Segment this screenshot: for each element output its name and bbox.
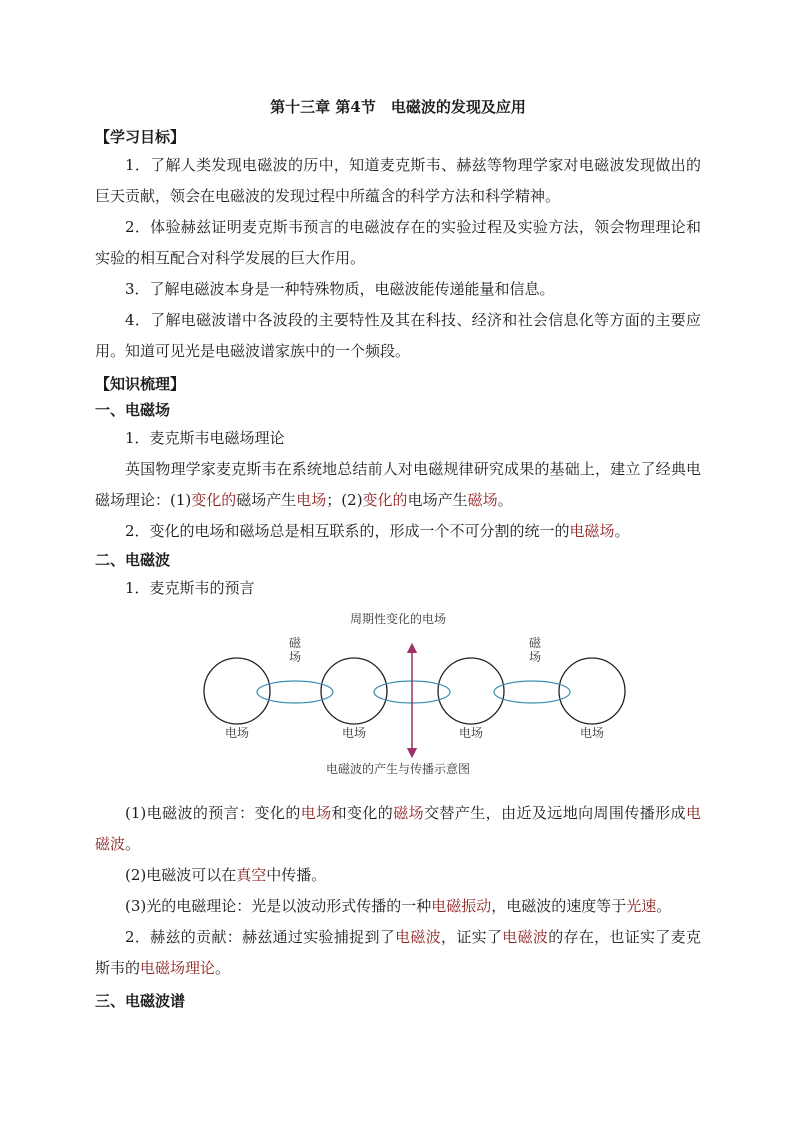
answer-text: 磁场: [393, 804, 425, 822]
electric-label: 电场: [579, 726, 604, 740]
answer-text: 电磁波: [395, 928, 442, 946]
heading-em-field: 一、电磁场: [95, 401, 171, 419]
answer-text: 电磁振动: [431, 897, 492, 915]
heading-goals: 【学习目标】: [95, 128, 186, 146]
answer-text: 电磁波: [502, 928, 549, 946]
answer-text: 变化的: [362, 491, 408, 509]
answer-text: 电场: [300, 804, 332, 822]
wave-item-2: 2．赫兹的贡献：赫兹通过实验捕捉到了电磁波，证实了电磁波的存在，也证实了麦克斯韦的电磁场理论。: [95, 928, 701, 977]
magnetic-label: 磁场: [528, 636, 541, 664]
field-item-1-title: 1．麦克斯韦电磁场理论: [125, 429, 285, 447]
wave-prediction-2: (2)电磁波可以在真空中传播。: [125, 866, 327, 884]
answer-text: 电磁场: [569, 522, 615, 540]
electric-label: 电场: [224, 726, 249, 740]
answer-text: 电场: [296, 491, 327, 509]
wave-item-1-title: 1．麦克斯韦的预言: [125, 579, 255, 597]
diagram-caption: 电磁波的产生与传播示意图: [325, 762, 470, 776]
electric-label: 电场: [458, 726, 483, 740]
document-page: [95, 96, 701, 1014]
heading-em-spectrum: 三、电磁波谱: [95, 992, 186, 1010]
goal-1: 1．了解人类发现电磁波的历中，知道麦克斯韦、赫兹等物理学家对电磁波发现做出的巨天贡献，领会在电磁波的发现过程中所蕴含的科学方法和科学精神。: [95, 156, 701, 205]
goal-4: 4．了解电磁波谱中各波段的主要特性及其在科技、经济和社会信息化等方面的主要应用。知道可见光是电磁波谱家族中的一个频段。: [95, 311, 701, 360]
electric-field-circle: [204, 658, 270, 724]
answer-text: 光速: [626, 897, 657, 915]
goal-3: 3．了解电磁波本身是一种特殊物质，电磁波能传递能量和信息。: [125, 280, 555, 298]
magnetic-label: 磁场: [288, 636, 301, 664]
electric-field-circle: [321, 658, 387, 724]
diagram-top-label: 周期性变化的电场: [349, 612, 446, 626]
goal-2: 2．体验赫兹证明麦克斯韦预言的电磁波存在的实验过程及实验方法，领会物理理论和实验的相互配合对科学发展的巨大作用。: [95, 218, 701, 267]
answer-text: 电磁场理论: [140, 959, 216, 977]
heading-knowledge: 【知识梳理】: [95, 375, 186, 393]
field-item-2: 2．变化的电场和磁场总是相互联系的，形成一个不可分割的统一的电磁场。: [125, 522, 630, 540]
answer-text: 磁场: [467, 491, 498, 509]
wave-prediction-3: (3)光的电磁理论：光是以波动形式传播的一种电磁振动，电磁波的速度等于光速。: [125, 897, 672, 915]
heading-em-wave: 二、电磁波: [95, 551, 171, 569]
em-wave-diagram: [95, 608, 701, 798]
answer-text: 电磁波: [95, 804, 701, 853]
wave-prediction-1: (1)电磁波的预言：变化的电场和变化的磁场交替产生，由近及远地向周围传播形成电磁波。: [95, 804, 701, 853]
field-item-1-text: 英国物理学家麦克斯韦在系统地总结前人对电磁规律研究成果的基础上，建立了经典电磁场理论：(1)变化的磁场产生电场；(2)变化的电场产生磁场。: [95, 460, 701, 509]
answer-text: 变化的: [191, 491, 237, 509]
electric-field-circle: [559, 658, 625, 724]
page-title: 第十三章 第4节 电磁波的发现及应用: [270, 98, 526, 116]
answer-text: 真空: [236, 866, 267, 884]
electric-label: 电场: [341, 726, 366, 740]
